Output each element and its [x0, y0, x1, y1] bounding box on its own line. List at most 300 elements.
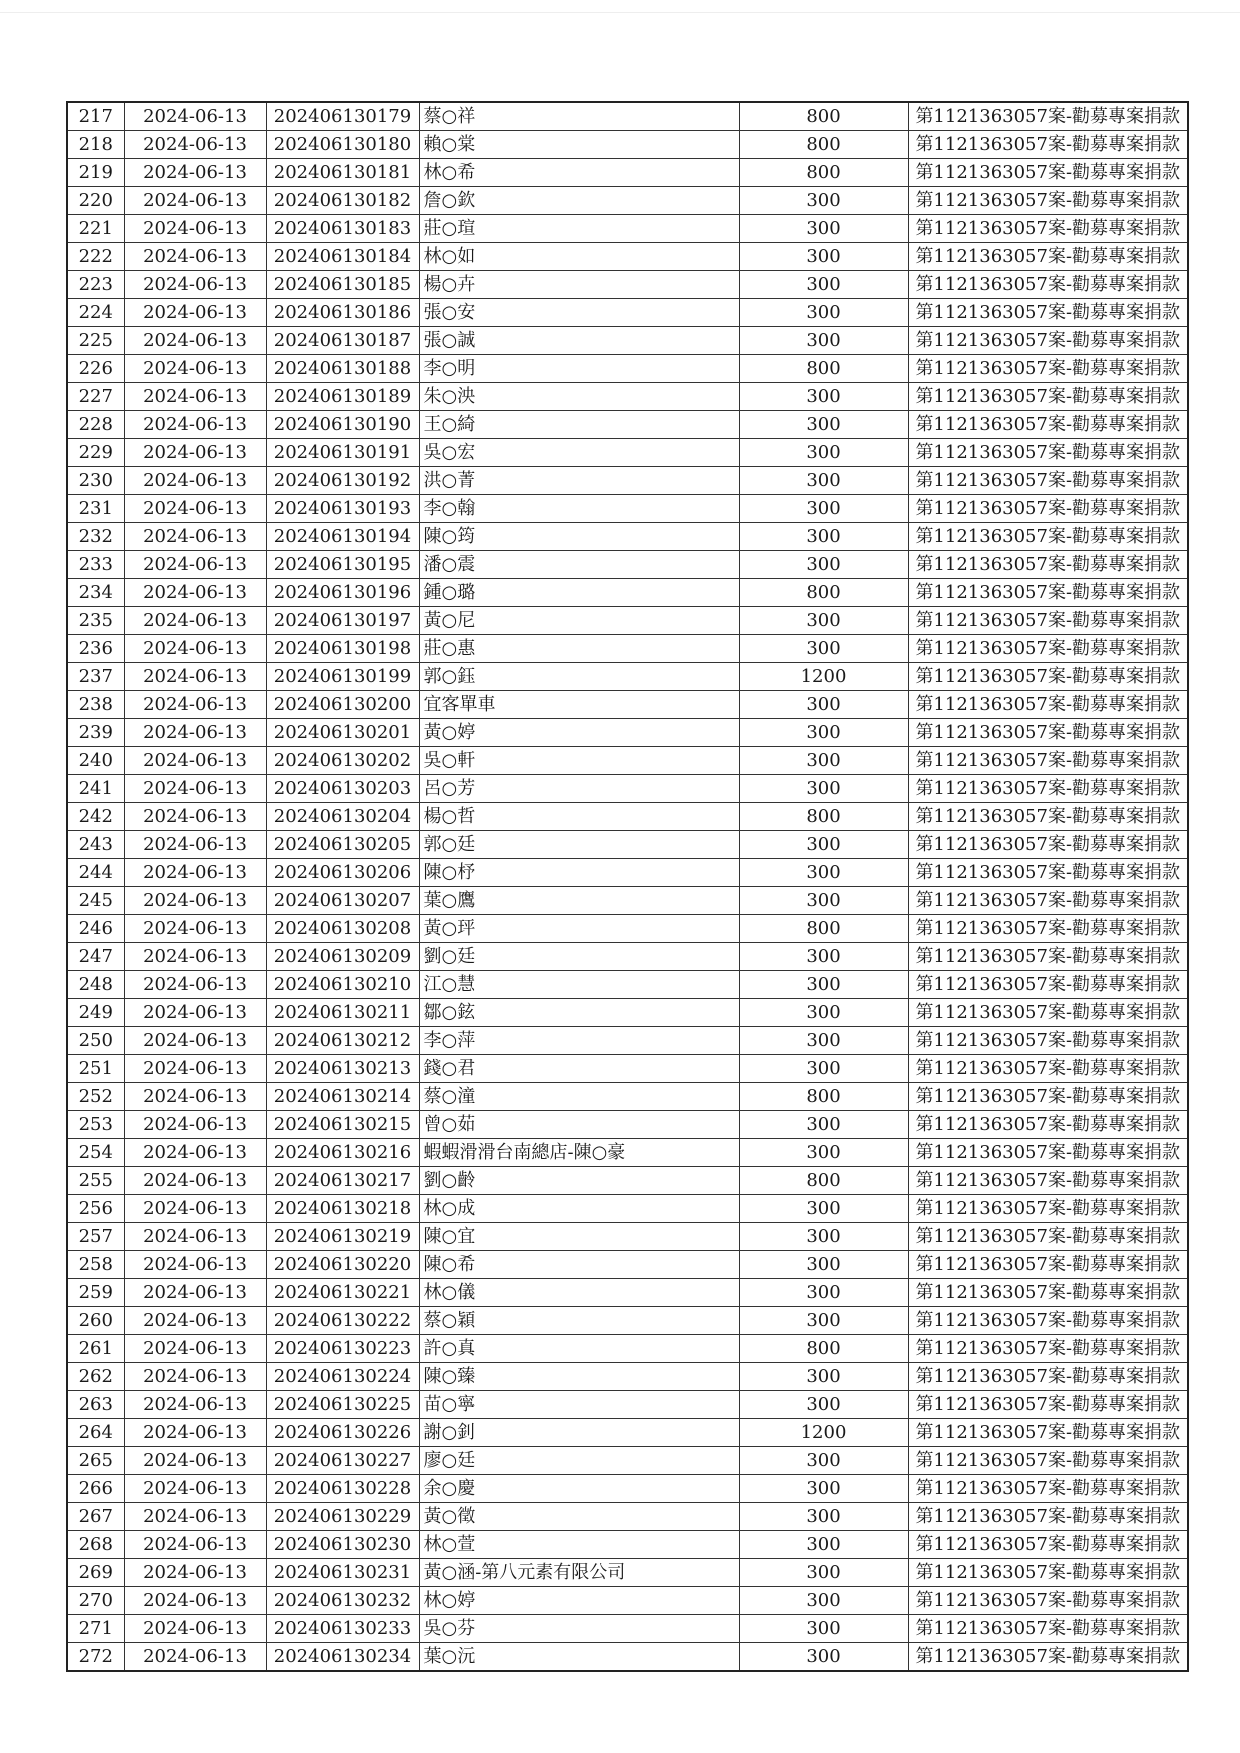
row-number-cell: 236 — [67, 635, 124, 663]
date-cell: 2024-06-13 — [124, 299, 266, 327]
amount-cell: 300 — [739, 971, 908, 999]
donor-name-cell: 吳○軒 — [419, 747, 739, 775]
row-number-cell: 251 — [67, 1055, 124, 1083]
row-number-cell: 252 — [67, 1083, 124, 1111]
table-row — [67, 1139, 1188, 1167]
amount-cell: 300 — [739, 1559, 908, 1587]
row-number-cell: 224 — [67, 299, 124, 327]
date-cell: 2024-06-13 — [124, 411, 266, 439]
table-row — [67, 1559, 1188, 1587]
row-number-cell: 268 — [67, 1531, 124, 1559]
date-cell: 2024-06-13 — [124, 1139, 266, 1167]
amount-cell: 300 — [739, 411, 908, 439]
receipt-number-cell: 202406130216 — [266, 1139, 419, 1167]
row-number-cell: 261 — [67, 1335, 124, 1363]
donor-name-cell: 葉○沅 — [419, 1643, 739, 1672]
note-cell: 第1121363057案-勸募專案捐款 — [908, 1559, 1188, 1587]
date-cell: 2024-06-13 — [124, 607, 266, 635]
amount-cell: 300 — [739, 495, 908, 523]
receipt-number-cell: 202406130220 — [266, 1251, 419, 1279]
row-number-cell: 260 — [67, 1307, 124, 1335]
table-row — [67, 691, 1188, 719]
table-row — [67, 439, 1188, 467]
note-cell: 第1121363057案-勸募專案捐款 — [908, 467, 1188, 495]
table-row — [67, 383, 1188, 411]
table-row — [67, 635, 1188, 663]
note-cell: 第1121363057案-勸募專案捐款 — [908, 1279, 1188, 1307]
receipt-number-cell: 202406130189 — [266, 383, 419, 411]
donor-name-cell: 鍾○璐 — [419, 579, 739, 607]
note-cell: 第1121363057案-勸募專案捐款 — [908, 831, 1188, 859]
date-cell: 2024-06-13 — [124, 243, 266, 271]
amount-cell: 800 — [739, 915, 908, 943]
donor-name-cell: 蔡○潼 — [419, 1083, 739, 1111]
donor-name-cell: 楊○哲 — [419, 803, 739, 831]
donor-name-cell: 黃○婷 — [419, 719, 739, 747]
row-number-cell: 250 — [67, 1027, 124, 1055]
amount-cell: 300 — [739, 1139, 908, 1167]
amount-cell: 300 — [739, 1475, 908, 1503]
note-cell: 第1121363057案-勸募專案捐款 — [908, 215, 1188, 243]
date-cell: 2024-06-13 — [124, 859, 266, 887]
donor-name-cell: 黃○玶 — [419, 915, 739, 943]
row-number-cell: 256 — [67, 1195, 124, 1223]
date-cell: 2024-06-13 — [124, 1307, 266, 1335]
amount-cell: 300 — [739, 999, 908, 1027]
receipt-number-cell: 202406130208 — [266, 915, 419, 943]
receipt-number-cell: 202406130206 — [266, 859, 419, 887]
row-number-cell: 264 — [67, 1419, 124, 1447]
amount-cell: 800 — [739, 159, 908, 187]
row-number-cell: 248 — [67, 971, 124, 999]
receipt-number-cell: 202406130230 — [266, 1531, 419, 1559]
date-cell: 2024-06-13 — [124, 803, 266, 831]
note-cell: 第1121363057案-勸募專案捐款 — [908, 1475, 1188, 1503]
note-cell: 第1121363057案-勸募專案捐款 — [908, 1139, 1188, 1167]
table-row — [67, 411, 1188, 439]
date-cell: 2024-06-13 — [124, 1055, 266, 1083]
note-cell: 第1121363057案-勸募專案捐款 — [908, 1363, 1188, 1391]
date-cell: 2024-06-13 — [124, 1447, 266, 1475]
note-cell: 第1121363057案-勸募專案捐款 — [908, 1643, 1188, 1672]
receipt-number-cell: 202406130179 — [266, 102, 419, 131]
donor-name-cell: 林○成 — [419, 1195, 739, 1223]
table-row — [67, 1111, 1188, 1139]
table-row — [67, 999, 1188, 1027]
table-row — [67, 831, 1188, 859]
page-top-edge — [0, 12, 1240, 13]
date-cell: 2024-06-13 — [124, 915, 266, 943]
note-cell: 第1121363057案-勸募專案捐款 — [908, 803, 1188, 831]
amount-cell: 300 — [739, 551, 908, 579]
receipt-number-cell: 202406130193 — [266, 495, 419, 523]
note-cell: 第1121363057案-勸募專案捐款 — [908, 495, 1188, 523]
date-cell: 2024-06-13 — [124, 1167, 266, 1195]
receipt-number-cell: 202406130222 — [266, 1307, 419, 1335]
row-number-cell: 222 — [67, 243, 124, 271]
date-cell: 2024-06-13 — [124, 971, 266, 999]
receipt-number-cell: 202406130183 — [266, 215, 419, 243]
date-cell: 2024-06-13 — [124, 831, 266, 859]
note-cell: 第1121363057案-勸募專案捐款 — [908, 271, 1188, 299]
donor-name-cell: 苗○寧 — [419, 1391, 739, 1419]
table-row — [67, 215, 1188, 243]
note-cell: 第1121363057案-勸募專案捐款 — [908, 102, 1188, 131]
note-cell: 第1121363057案-勸募專案捐款 — [908, 579, 1188, 607]
date-cell: 2024-06-13 — [124, 1111, 266, 1139]
row-number-cell: 271 — [67, 1615, 124, 1643]
receipt-number-cell: 202406130190 — [266, 411, 419, 439]
receipt-number-cell: 202406130219 — [266, 1223, 419, 1251]
date-cell: 2024-06-13 — [124, 1027, 266, 1055]
receipt-number-cell: 202406130197 — [266, 607, 419, 635]
row-number-cell: 219 — [67, 159, 124, 187]
date-cell: 2024-06-13 — [124, 1587, 266, 1615]
receipt-number-cell: 202406130223 — [266, 1335, 419, 1363]
donor-name-cell: 陳○筠 — [419, 523, 739, 551]
table-row — [67, 859, 1188, 887]
date-cell: 2024-06-13 — [124, 579, 266, 607]
note-cell: 第1121363057案-勸募專案捐款 — [908, 971, 1188, 999]
note-cell: 第1121363057案-勸募專案捐款 — [908, 1447, 1188, 1475]
receipt-number-cell: 202406130181 — [266, 159, 419, 187]
row-number-cell: 244 — [67, 859, 124, 887]
receipt-number-cell: 202406130214 — [266, 1083, 419, 1111]
note-cell: 第1121363057案-勸募專案捐款 — [908, 131, 1188, 159]
date-cell: 2024-06-13 — [124, 1195, 266, 1223]
donor-name-cell: 郭○廷 — [419, 831, 739, 859]
receipt-number-cell: 202406130195 — [266, 551, 419, 579]
receipt-number-cell: 202406130232 — [266, 1587, 419, 1615]
table-row — [67, 523, 1188, 551]
row-number-cell: 231 — [67, 495, 124, 523]
date-cell: 2024-06-13 — [124, 327, 266, 355]
date-cell: 2024-06-13 — [124, 1083, 266, 1111]
donor-name-cell: 鄒○鉉 — [419, 999, 739, 1027]
table-row — [67, 1167, 1188, 1195]
donor-name-cell: 劉○齡 — [419, 1167, 739, 1195]
donor-name-cell: 江○慧 — [419, 971, 739, 999]
amount-cell: 300 — [739, 859, 908, 887]
amount-cell: 300 — [739, 187, 908, 215]
amount-cell: 300 — [739, 775, 908, 803]
row-number-cell: 234 — [67, 579, 124, 607]
donor-name-cell: 陳○杼 — [419, 859, 739, 887]
amount-cell: 800 — [739, 1083, 908, 1111]
donor-name-cell: 陳○宜 — [419, 1223, 739, 1251]
receipt-number-cell: 202406130227 — [266, 1447, 419, 1475]
receipt-number-cell: 202406130198 — [266, 635, 419, 663]
table-row — [67, 1307, 1188, 1335]
amount-cell: 300 — [739, 327, 908, 355]
row-number-cell: 247 — [67, 943, 124, 971]
note-cell: 第1121363057案-勸募專案捐款 — [908, 1391, 1188, 1419]
note-cell: 第1121363057案-勸募專案捐款 — [908, 1503, 1188, 1531]
note-cell: 第1121363057案-勸募專案捐款 — [908, 299, 1188, 327]
note-cell: 第1121363057案-勸募專案捐款 — [908, 1335, 1188, 1363]
row-number-cell: 263 — [67, 1391, 124, 1419]
row-number-cell: 240 — [67, 747, 124, 775]
date-cell: 2024-06-13 — [124, 523, 266, 551]
date-cell: 2024-06-13 — [124, 467, 266, 495]
amount-cell: 300 — [739, 1447, 908, 1475]
note-cell: 第1121363057案-勸募專案捐款 — [908, 1419, 1188, 1447]
donor-name-cell: 呂○芳 — [419, 775, 739, 803]
amount-cell: 300 — [739, 1027, 908, 1055]
amount-cell: 300 — [739, 383, 908, 411]
row-number-cell: 241 — [67, 775, 124, 803]
donor-name-cell: 李○萍 — [419, 1027, 739, 1055]
note-cell: 第1121363057案-勸募專案捐款 — [908, 411, 1188, 439]
table-row — [67, 1391, 1188, 1419]
table-row — [67, 327, 1188, 355]
amount-cell: 300 — [739, 271, 908, 299]
table-row — [67, 1587, 1188, 1615]
amount-cell: 300 — [739, 635, 908, 663]
row-number-cell: 238 — [67, 691, 124, 719]
amount-cell: 300 — [739, 1055, 908, 1083]
table-row — [67, 1279, 1188, 1307]
receipt-number-cell: 202406130229 — [266, 1503, 419, 1531]
note-cell: 第1121363057案-勸募專案捐款 — [908, 1111, 1188, 1139]
row-number-cell: 255 — [67, 1167, 124, 1195]
donor-name-cell: 蔡○祥 — [419, 102, 739, 131]
receipt-number-cell: 202406130234 — [266, 1643, 419, 1672]
note-cell: 第1121363057案-勸募專案捐款 — [908, 523, 1188, 551]
table-row — [67, 1335, 1188, 1363]
donor-name-cell: 林○萱 — [419, 1531, 739, 1559]
row-number-cell: 220 — [67, 187, 124, 215]
receipt-number-cell: 202406130221 — [266, 1279, 419, 1307]
row-number-cell: 226 — [67, 355, 124, 383]
row-number-cell: 217 — [67, 102, 124, 131]
note-cell: 第1121363057案-勸募專案捐款 — [908, 187, 1188, 215]
note-cell: 第1121363057案-勸募專案捐款 — [908, 1223, 1188, 1251]
amount-cell: 300 — [739, 1363, 908, 1391]
note-cell: 第1121363057案-勸募專案捐款 — [908, 1027, 1188, 1055]
table-row — [67, 467, 1188, 495]
note-cell: 第1121363057案-勸募專案捐款 — [908, 1083, 1188, 1111]
donor-name-cell: 曾○茹 — [419, 1111, 739, 1139]
row-number-cell: 270 — [67, 1587, 124, 1615]
row-number-cell: 259 — [67, 1279, 124, 1307]
date-cell: 2024-06-13 — [124, 999, 266, 1027]
amount-cell: 1200 — [739, 663, 908, 691]
table-row — [67, 607, 1188, 635]
table-row — [67, 719, 1188, 747]
donor-name-cell: 李○翰 — [419, 495, 739, 523]
receipt-number-cell: 202406130211 — [266, 999, 419, 1027]
amount-cell: 1200 — [739, 1419, 908, 1447]
note-cell: 第1121363057案-勸募專案捐款 — [908, 1055, 1188, 1083]
date-cell: 2024-06-13 — [124, 187, 266, 215]
donor-name-cell: 賴○棠 — [419, 131, 739, 159]
note-cell: 第1121363057案-勸募專案捐款 — [908, 439, 1188, 467]
donor-name-cell: 莊○瑄 — [419, 215, 739, 243]
date-cell: 2024-06-13 — [124, 635, 266, 663]
note-cell: 第1121363057案-勸募專案捐款 — [908, 551, 1188, 579]
donor-name-cell: 陳○臻 — [419, 1363, 739, 1391]
row-number-cell: 253 — [67, 1111, 124, 1139]
amount-cell: 800 — [739, 355, 908, 383]
table-row — [67, 159, 1188, 187]
donor-name-cell: 林○婷 — [419, 1587, 739, 1615]
donor-name-cell: 黃○徵 — [419, 1503, 739, 1531]
table-row — [67, 495, 1188, 523]
row-number-cell: 249 — [67, 999, 124, 1027]
row-number-cell: 228 — [67, 411, 124, 439]
row-number-cell: 262 — [67, 1363, 124, 1391]
donor-name-cell: 蔡○穎 — [419, 1307, 739, 1335]
amount-cell: 300 — [739, 691, 908, 719]
amount-cell: 800 — [739, 579, 908, 607]
amount-cell: 300 — [739, 1587, 908, 1615]
receipt-number-cell: 202406130182 — [266, 187, 419, 215]
donor-name-cell: 張○誠 — [419, 327, 739, 355]
date-cell: 2024-06-13 — [124, 383, 266, 411]
receipt-number-cell: 202406130209 — [266, 943, 419, 971]
table-row — [67, 551, 1188, 579]
row-number-cell: 257 — [67, 1223, 124, 1251]
amount-cell: 300 — [739, 719, 908, 747]
receipt-number-cell: 202406130205 — [266, 831, 419, 859]
date-cell: 2024-06-13 — [124, 1223, 266, 1251]
donor-name-cell: 蝦蝦滑滑台南總店-陳○豪 — [419, 1139, 739, 1167]
date-cell: 2024-06-13 — [124, 159, 266, 187]
note-cell: 第1121363057案-勸募專案捐款 — [908, 1307, 1188, 1335]
receipt-number-cell: 202406130187 — [266, 327, 419, 355]
amount-cell: 300 — [739, 831, 908, 859]
table-row — [67, 1083, 1188, 1111]
row-number-cell: 225 — [67, 327, 124, 355]
note-cell: 第1121363057案-勸募專案捐款 — [908, 691, 1188, 719]
receipt-number-cell: 202406130212 — [266, 1027, 419, 1055]
donation-table — [66, 101, 1189, 1672]
amount-cell: 300 — [739, 243, 908, 271]
receipt-number-cell: 202406130200 — [266, 691, 419, 719]
date-cell: 2024-06-13 — [124, 495, 266, 523]
table-row — [67, 1643, 1188, 1672]
amount-cell: 300 — [739, 439, 908, 467]
receipt-number-cell: 202406130188 — [266, 355, 419, 383]
receipt-number-cell: 202406130184 — [266, 243, 419, 271]
table-row — [67, 1531, 1188, 1559]
note-cell: 第1121363057案-勸募專案捐款 — [908, 355, 1188, 383]
receipt-number-cell: 202406130192 — [266, 467, 419, 495]
donor-name-cell: 謝○釗 — [419, 1419, 739, 1447]
donor-name-cell: 潘○震 — [419, 551, 739, 579]
date-cell: 2024-06-13 — [124, 747, 266, 775]
row-number-cell: 246 — [67, 915, 124, 943]
receipt-number-cell: 202406130210 — [266, 971, 419, 999]
note-cell: 第1121363057案-勸募專案捐款 — [908, 999, 1188, 1027]
receipt-number-cell: 202406130201 — [266, 719, 419, 747]
receipt-number-cell: 202406130185 — [266, 271, 419, 299]
date-cell: 2024-06-13 — [124, 1279, 266, 1307]
donor-name-cell: 葉○鷹 — [419, 887, 739, 915]
note-cell: 第1121363057案-勸募專案捐款 — [908, 887, 1188, 915]
table-row — [67, 1027, 1188, 1055]
note-cell: 第1121363057案-勸募專案捐款 — [908, 635, 1188, 663]
note-cell: 第1121363057案-勸募專案捐款 — [908, 327, 1188, 355]
note-cell: 第1121363057案-勸募專案捐款 — [908, 943, 1188, 971]
donation-table-body — [67, 102, 1188, 1671]
amount-cell: 300 — [739, 1223, 908, 1251]
note-cell: 第1121363057案-勸募專案捐款 — [908, 243, 1188, 271]
amount-cell: 300 — [739, 1307, 908, 1335]
row-number-cell: 243 — [67, 831, 124, 859]
note-cell: 第1121363057案-勸募專案捐款 — [908, 607, 1188, 635]
donor-name-cell: 郭○鈺 — [419, 663, 739, 691]
table-row — [67, 887, 1188, 915]
date-cell: 2024-06-13 — [124, 1559, 266, 1587]
table-row — [67, 663, 1188, 691]
date-cell: 2024-06-13 — [124, 663, 266, 691]
table-row — [67, 243, 1188, 271]
table-row — [67, 943, 1188, 971]
date-cell: 2024-06-13 — [124, 775, 266, 803]
amount-cell: 300 — [739, 607, 908, 635]
amount-cell: 300 — [739, 1615, 908, 1643]
amount-cell: 300 — [739, 943, 908, 971]
date-cell: 2024-06-13 — [124, 1363, 266, 1391]
donor-name-cell: 黃○涵-第八元素有限公司 — [419, 1559, 739, 1587]
date-cell: 2024-06-13 — [124, 1503, 266, 1531]
receipt-number-cell: 202406130204 — [266, 803, 419, 831]
date-cell: 2024-06-13 — [124, 102, 266, 131]
receipt-number-cell: 202406130196 — [266, 579, 419, 607]
note-cell: 第1121363057案-勸募專案捐款 — [908, 915, 1188, 943]
amount-cell: 300 — [739, 523, 908, 551]
table-row — [67, 1195, 1188, 1223]
table-row — [67, 775, 1188, 803]
row-number-cell: 233 — [67, 551, 124, 579]
note-cell: 第1121363057案-勸募專案捐款 — [908, 1531, 1188, 1559]
donor-name-cell: 林○如 — [419, 243, 739, 271]
date-cell: 2024-06-13 — [124, 1391, 266, 1419]
row-number-cell: 239 — [67, 719, 124, 747]
donor-name-cell: 楊○卉 — [419, 271, 739, 299]
donor-name-cell: 王○綺 — [419, 411, 739, 439]
row-number-cell: 229 — [67, 439, 124, 467]
table-row — [67, 299, 1188, 327]
note-cell: 第1121363057案-勸募專案捐款 — [908, 1615, 1188, 1643]
table-row — [67, 579, 1188, 607]
donor-name-cell: 洪○菁 — [419, 467, 739, 495]
amount-cell: 300 — [739, 887, 908, 915]
amount-cell: 300 — [739, 1279, 908, 1307]
table-row — [67, 971, 1188, 999]
table-row — [67, 1615, 1188, 1643]
receipt-number-cell: 202406130228 — [266, 1475, 419, 1503]
amount-cell: 300 — [739, 467, 908, 495]
donor-name-cell: 吳○宏 — [419, 439, 739, 467]
amount-cell: 800 — [739, 1335, 908, 1363]
row-number-cell: 266 — [67, 1475, 124, 1503]
date-cell: 2024-06-13 — [124, 439, 266, 467]
row-number-cell: 235 — [67, 607, 124, 635]
donor-name-cell: 廖○廷 — [419, 1447, 739, 1475]
donor-name-cell: 吳○芬 — [419, 1615, 739, 1643]
amount-cell: 300 — [739, 1111, 908, 1139]
amount-cell: 300 — [739, 1643, 908, 1672]
row-number-cell: 269 — [67, 1559, 124, 1587]
date-cell: 2024-06-13 — [124, 1615, 266, 1643]
date-cell: 2024-06-13 — [124, 355, 266, 383]
table-row — [67, 915, 1188, 943]
receipt-number-cell: 202406130215 — [266, 1111, 419, 1139]
donor-name-cell: 許○真 — [419, 1335, 739, 1363]
